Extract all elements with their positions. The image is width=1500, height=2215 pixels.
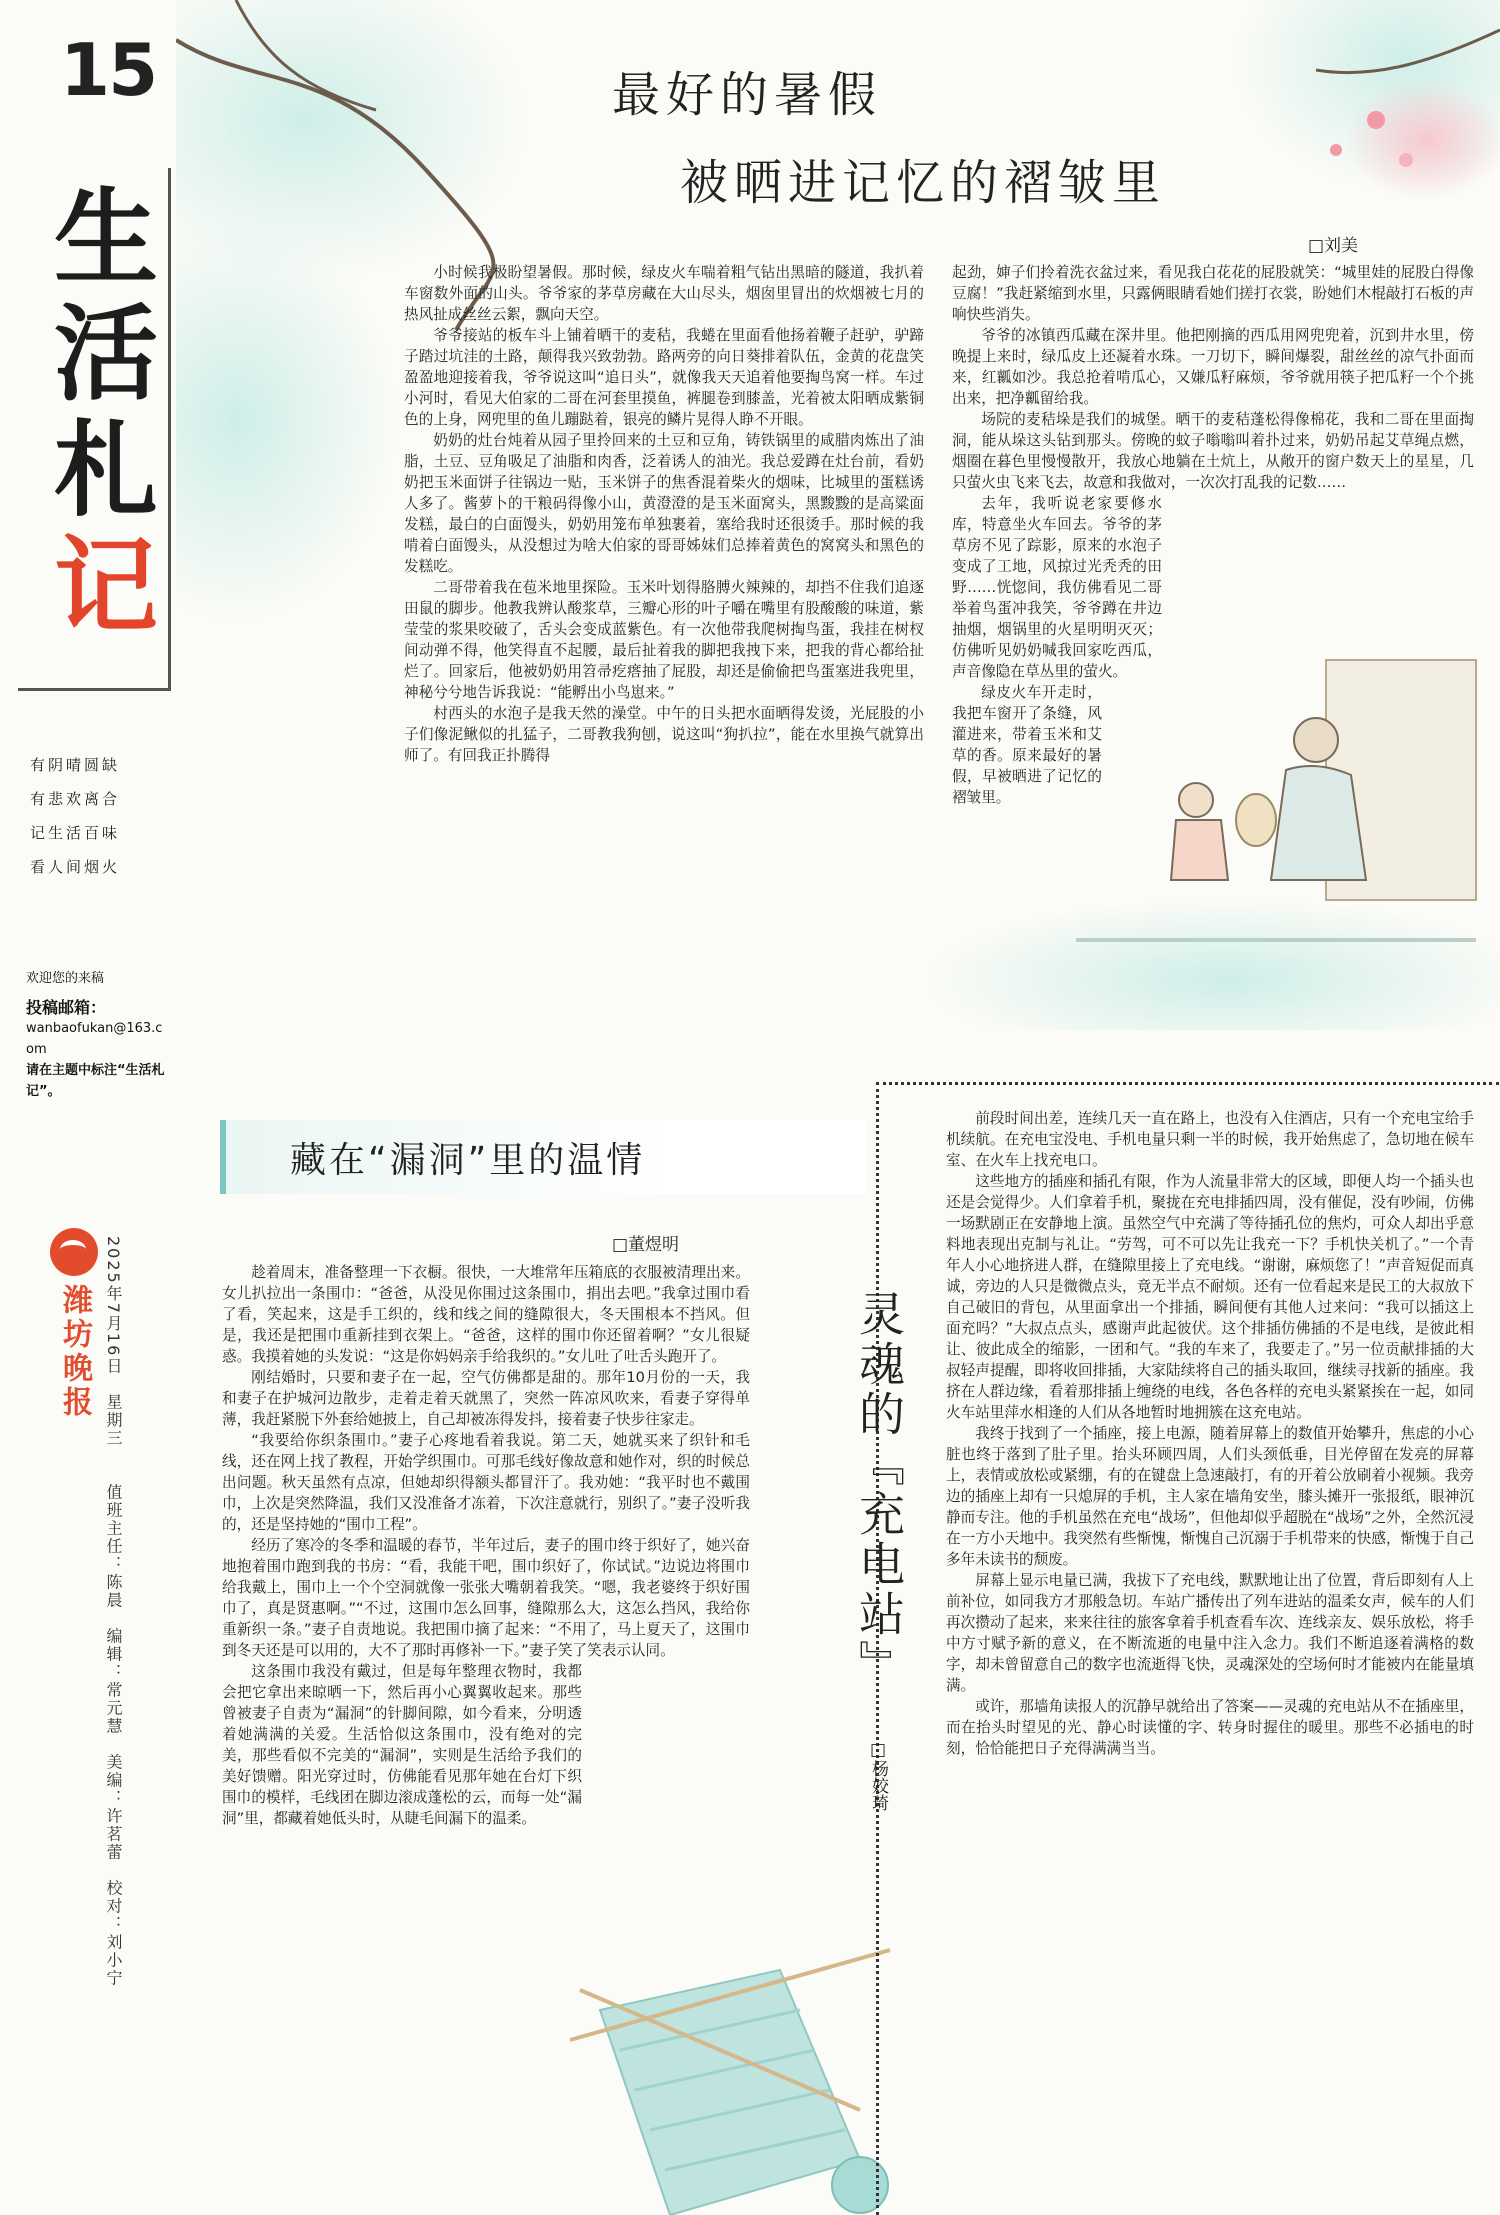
paragraph: 这条围巾我没有戴过，但是每年整理衣物时，我都会把它拿出来晾晒一下，然后再小心翼翼收起来。那些曾被妻子自责为“漏洞”的针脚间隙，如今看来，分明透着她满满的关爱。生活恰似这条围巾，没有绝对的完美，那些看似不完美的“漏洞”，实则是生活给予我们的美好馈赠。阳光穿过时，仿佛能看见那年她在台灯下织围巾的模样，毛线团在脚边滚成蓬松的云，而每一处“漏洞”里，都藏着她低头时，从睫毛间漏下的温柔。 xyxy=(222,1663,582,1827)
article1-title-line2: 被晒进记忆的褶皱里 xyxy=(680,155,1167,211)
paragraph: 爷爷的冰镇西瓜藏在深井里。他把刚摘的西瓜用网兜兜着，沉到井水里，傍晚提上来时，绿瓜皮上还凝着水珠。一刀切下，瞬间爆裂，甜丝丝的凉气扑面而来，红瓤如沙。我总抢着啃瓜心，又嫌瓜籽麻烦，爷爷就用筷子把瓜籽一个个挑出来，把净瓤留给我。 xyxy=(952,327,1474,407)
newspaper-logo xyxy=(46,1228,102,1420)
paragraph: 趁着周末，准备整理一下衣橱。很快，一大堆常年压箱底的衣服被清理出来。女儿扒拉出一条围巾：“爸爸，从没见你围过这条围巾，捐出去吧。”我拿过围巾看了看，笑起来，这是手工织的，线和线之间的缝隙很大，冬天围根本不挡风。但是，我还是把围巾重新挂到衣架上。“爸爸，这样的围巾你还留着啊？”女儿很疑惑。我摸着她的头发说：“这是你妈妈亲手给我织的。”女儿吐了吐舌头跑开了。 xyxy=(222,1264,750,1365)
paragraph: 村西头的水泡子是我天然的澡堂。中午的日头把水面晒得发烫，光屁股的小子们像泥鳅似的扎猛子，二哥教我狗刨，说这叫“狗扒拉”，能在水里换气就算出师了。有回我正扑腾得 xyxy=(404,705,924,764)
article2-author: □董煜明 xyxy=(612,1235,680,1255)
paragraph: 场院的麦秸垛是我们的城堡。晒干的麦秸蓬松得像棉花，我和二哥在里面掏洞，能从垛这头钻到那头。傍晚的蚊子嗡嗡叫着扑过来，奶奶吊起艾草绳点燃，烟圈在暮色里慢慢散开，我放心地躺在土炕上，从敞开的窗户数天上的星星，几只萤火虫飞来飞去，故意和我做对，一次次打乱我的记数…… xyxy=(952,411,1474,491)
paragraph: 小时候我极盼望暑假。那时候，绿皮火车喘着粗气钻出黑暗的隧道，我扒着车窗数外面的山头。爷爷家的茅草房藏在大山尽头，烟囱里冒出的炊烟被七月的热风扯成丝丝云絮，飘向天空。 xyxy=(404,264,924,323)
slogan-line: 有阴晴圆缺 xyxy=(30,756,121,774)
paragraph: 奶奶的灶台炖着从园子里拎回来的土豆和豆角，铸铁锅里的咸腊肉炼出了油脂，土豆、豆角吸足了油脂和肉香，泛着诱人的油光。我总爱蹲在灶台前，看奶奶把玉米面饼子往锅边一贴，玉米饼子的焦香混着柴火的烟味，比城里的蛋糕诱人多了。酱萝卜的干粮码得像小山，黄澄澄的是玉米面窝头，黑黢黢的是高粱面发糕，最白的白面馒头，奶奶用笼布单独裹着，塞给我时还很烫手。那时候的我啃着白面馒头，从没想过为啥大伯家的哥哥姊妹们总捧着黄色的窝窝头和黑色的发糕吃。 xyxy=(404,432,924,575)
paragraph: 起劲，婶子们拎着洗衣盆过来，看见我白花花的屁股就笑：“城里娃的屁股白得像豆腐！”我赶紧缩到水里，只露俩眼睛看她们搓打衣裳，盼她们木棍敲打石板的声响快些消失。 xyxy=(952,264,1474,323)
slogan-line: 有悲欢离合 xyxy=(30,790,121,808)
column-name-char: 记 xyxy=(53,524,158,647)
article1-column1 xyxy=(404,262,924,766)
article2-body xyxy=(222,1262,750,1829)
submission-note: 请在主题中标注“生活札记”。 xyxy=(26,1063,165,1099)
paragraph: 去年，我听说老家要修水库，特意坐火车回去。爷爷的茅草房不见了踪影，原来的水泡子变成了工地，风掠过光秃秃的田野……恍惚间，我仿佛看见二哥举着鸟蛋冲我笑，爷爷蹲在井边抽烟，烟锅里的火星明明灭灭；仿佛听见奶奶喊我回家吃西瓜，声音像隐在草丛里的萤火。 xyxy=(952,495,1162,680)
column-name-frame xyxy=(18,168,171,691)
logo-text: 潍坊晚报 xyxy=(57,1284,92,1420)
submission-info xyxy=(26,968,166,1102)
paragraph: 爷爷接站的板车斗上铺着晒干的麦秸，我蜷在里面看他扬着鞭子赶驴，驴蹄子踏过坑洼的土路，颠得我兴致勃勃。路两旁的向日葵排着队伍，金黄的花盘笑盈盈地迎接着我，爷爷说这叫“追日头”，就像我天天追着他要掏鸟窝一样。车过小河时，看见大伯家的二哥在河套里摸鱼，裤腿卷到膝盖，光着被太阳晒成紫铜色的上身，网兜里的鱼儿蹦跶着，银亮的鳞片晃得人睁不开眼。 xyxy=(404,327,924,428)
paragraph: 刚结婚时，只要和妻子在一起，空气仿佛都是甜的。那年10月份的一天，我和妻子在护城河边散步，走着走着天就黑了，突然一阵凉风吹来，看妻子穿得单薄，我赶紧脱下外套给她披上，自己却被冻得发抖，接着妻子快步往家走。 xyxy=(222,1369,750,1428)
article3-body xyxy=(946,1108,1474,1759)
column-name-char: 生 xyxy=(53,176,158,299)
email-link[interactable]: wanbaofukan@163.com xyxy=(26,1021,163,1057)
slogan-line: 记生活百味 xyxy=(30,824,121,842)
article1-author: □刘美 xyxy=(1308,236,1359,256)
paragraph: 我终于找到了一个插座，接上电源，随着屏幕上的数值开始攀升，焦虑的小心脏也终于落到了肚子里。抬头环顾四周，人们头颈低垂，目光停留在发亮的屏幕上，表情或放松或紧绷，有的在键盘上急速敲打，有的开着公放刷着小视频。我旁边的插座上却有一只熄屏的手机，主人家在墙角安坐，膝头摊开一张报纸，眼神沉静而专注。他的手机虽然在充电“战场”，但他却似乎超脱在“战场”之外，全然沉浸在一方小天地中。我突然有些惭愧，惭愧自己沉溺于手机带来的快感，惭愧于自己多年未读书的颓废。 xyxy=(946,1425,1474,1568)
paragraph: 这些地方的插座和插孔有限，作为人流量非常大的区域，即便人均一个插头也还是会觉得少。人们拿着手机，聚拢在充电排插四周，没有催促，没有吵闹，仿佛一场默剧正在安静地上演。虽然空气中充满了等待插孔位的焦灼，可众人却出乎意料地表现出克制与礼让。“劳驾，可不可以先让我充一下？手机快关机了。”一个青年人小心地挤进人群，在缝隙里接上了充电线。“谢谢，麻烦您了！”声音短促而真诚，旁边的人只是微微点头，竟无半点不耐烦。还有一位看起来是民工的大叔放下自己破旧的背包，从里面拿出一个排插，瞬间便有其他人过来问：“我可以插这上面充吗？”大叔点点头，感谢声此起彼伏。这个排插仿佛插的不是电线，是彼此相让、彼此成全的缩影，一团和气。“我的车来了，我要走了。”另一位贡献排插的大叔轻声提醒，即将收回排插，大家陆续将自己的插头取回，继续寻找新的插座。我挤在人群边缘，看着那排插上缠绕的电线，各色各样的充电头紧紧挨在一起，如同火车站里萍水相逢的人们从各地暂时地拥簇在这充电站。 xyxy=(946,1173,1474,1421)
column-name-char: 札 xyxy=(53,408,158,531)
welcome-text: 欢迎您的来稿 xyxy=(26,971,105,986)
paragraph: 前段时间出差，连续几天一直在路上，也没有入住酒店，只有一个充电宝给手机续航。在充电宝没电、手机电量只剩一半的时候，我开始焦虑了，急切地在候车室、在火车上找充电口。 xyxy=(946,1110,1474,1169)
paragraph: 绿皮火车开走时，我把车窗开了条缝，风灌进来，带着玉米和艾草的香。原来最好的暑假，早被晒进了记忆的褶皱里。 xyxy=(952,684,1102,806)
sidebar xyxy=(0,0,176,2215)
paragraph: “我要给你织条围巾。”妻子心疼地看着我说。第二天，她就买来了织针和毛线，还在网上找了教程，开始学织围巾。可那毛线好像故意和她作对，织的时候总出问题。秋天虽然有点凉，但她却织得额头都冒汗了。我劝她：“我平时也不戴围巾，上次是突然降温，我们又没准备才冻着，下次注意就行，别织了。”妻子没听我的，还是坚持她的“围巾工程”。 xyxy=(222,1432,750,1533)
paragraph: 或许，那墙角读报人的沉静早就给出了答案——灵魂的充电站从不在插座里，而在抬头时望见的光、静心时读懂的字、转身时握住的暖里。那些不必插电的时刻，恰恰能把日子充得满满当当。 xyxy=(946,1698,1474,1757)
issue-meta: 2025年7月16日 星期三 值班主任：陈晨 编辑：常元慧 美编：许茗蕾 校对：刘小宁 xyxy=(104,1236,123,1988)
article3-author: □杨姣琦 xyxy=(868,1740,888,1811)
article1-column2 xyxy=(952,262,1474,808)
slogan-line: 看人间烟火 xyxy=(30,858,121,876)
article1-title-line1: 最好的暑假 xyxy=(612,67,883,123)
slogan xyxy=(30,748,170,884)
page-number: 15 xyxy=(60,28,157,112)
article2-title: 藏在“漏洞”里的温情 xyxy=(290,1140,646,1181)
column-name-char: 活 xyxy=(53,292,158,415)
logo-icon xyxy=(50,1228,98,1276)
email-label: 投稿邮箱： xyxy=(26,998,107,1017)
article3-title: 灵魂的『充电站』 xyxy=(852,1290,906,1690)
knitting-illustration xyxy=(560,1930,900,2215)
paragraph: 二哥带着我在苞米地里探险。玉米叶划得胳膊火辣辣的，却挡不住我们追逐田鼠的脚步。他教我辨认酸浆草，三瓣心形的叶子嚼在嘴里有股酸酸的味道，紫莹莹的浆果咬破了，舌头会变成蓝紫色。有一次他带我爬树掏鸟蛋，我挂在树杈间动弹不得，他笑得直不起腰，最后扯着我的脚把我拽下来，把我的背心都给扯烂了。回家后，他被奶奶用笤帚疙瘩抽了屁股，却还是偷偷把鸟蛋塞进我兜里，神秘兮兮地告诉我说：“能孵出小鸟崽来。” xyxy=(404,579,924,701)
paragraph: 经历了寒冷的冬季和温暖的春节，半年过后，妻子的围巾终于织好了，她兴奋地抱着围巾跑到我的书房：“看，我能干吧，围巾织好了，你试试。”边说边将围巾给我戴上，围巾上一个个空洞就像一张张大嘴朝着我笑。“嗯，我老婆终于织好围巾了，真是贤惠啊。”“不过，这围巾怎么回事，缝隙那么大，这怎么挡风，我给你重新织一条。”妻子自责地说。我把围巾摘了起来：“不用了，马上夏天了，这围巾到冬天还是可以用的，大不了那时再修补一下。”妻子笑了笑表示认同。 xyxy=(222,1537,750,1659)
paragraph: 屏幕上显示电量已满，我拔下了充电线，默默地让出了位置，背后即刻有人上前补位，如同我方才那般急切。车站广播传出了列车进站的温柔女声，候车的人们再次攒动了起来，来来往往的旅客拿着手机查看车次、连线亲友、娱乐放松，将手中方寸赋予新的意义，在不断流逝的电量中注入念力。我们不断追逐着满格的数字，却未曾留意自己的数字也流逝得飞快，灵魂深处的空场何时才能被内在能量填满。 xyxy=(946,1572,1474,1694)
